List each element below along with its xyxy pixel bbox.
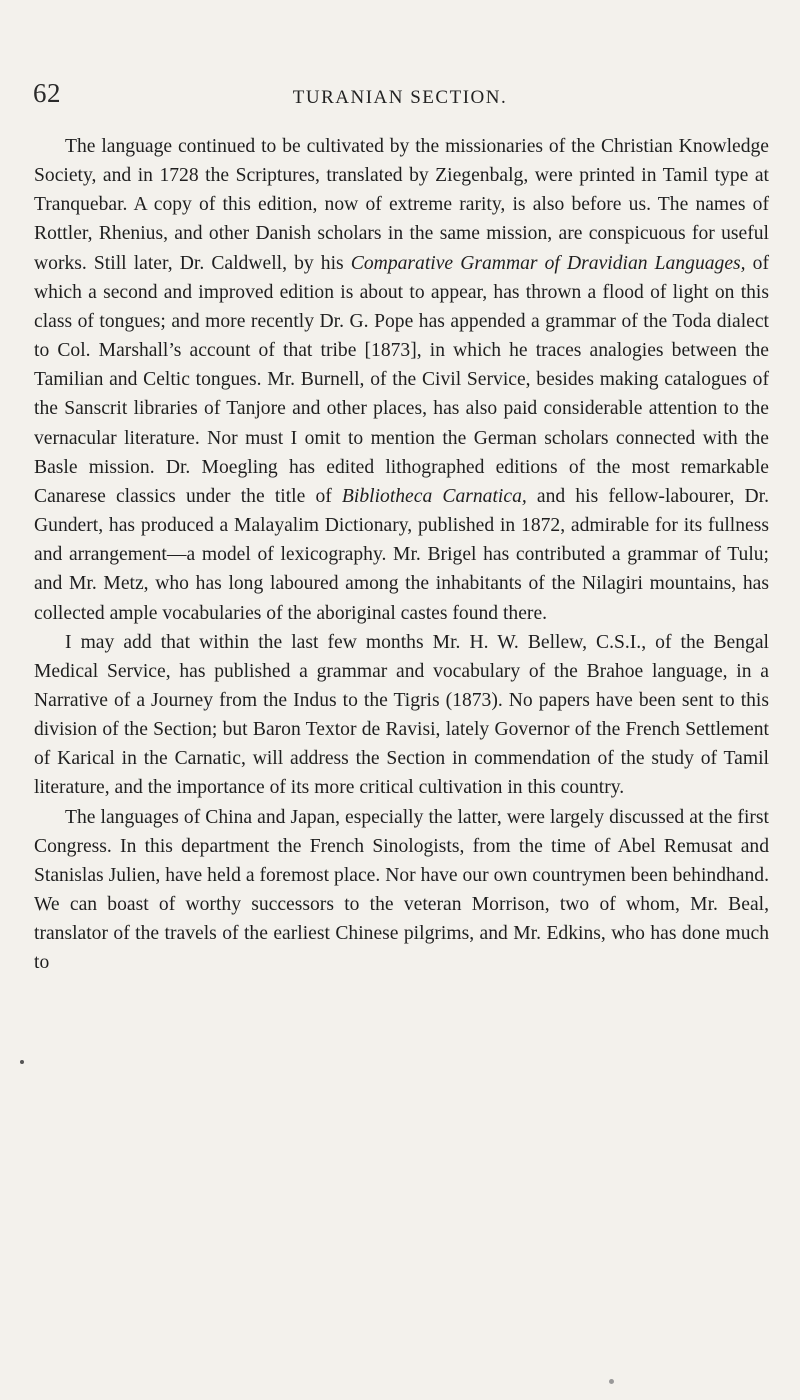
- book-title-bibliotheca-carnatica: Bibliotheca Carnatica,: [341, 485, 527, 507]
- page-number: 62: [33, 78, 61, 108]
- paper-speck: [609, 1379, 614, 1384]
- paragraph-3: The languages of China and Japan, especially the latter, were largely discussed at the first Congress. In this department the French Sinologists, from the time of Abel Remusat and Stanislas Julien, have held a foremost place. Nor have our own countrymen been behindhand. We can boast of worthy successors to the veteran Morrison, two of whom, Mr. Beal, translator of the travels of the earliest Chinese pilgrims, and Mr. Edkins, who has done much to: [34, 806, 769, 974]
- paragraph-1-part-3: and his fellow-labourer, Dr. Gundert, has produced a Malayalim Dictionary, published in 1872, admirable for its fullness and arrangement—a model of lexicography. Mr. Brigel has contributed a grammar of Tulu; and Mr. Metz, who has long laboured among the inhabitants of the Nilagiri mountains, has collected ample vocabularies of the aboriginal castes found there.: [34, 485, 769, 624]
- body-text: [34, 132, 769, 978]
- paragraph-2: I may add that within the last few months Mr. H. W. Bellew, C.S.I., of the Bengal Medical Service, has published a grammar and vocabulary of the Brahoe language, in a Narrative of a Journey from the Indus to the Tigris (1873). No papers have been sent to this division of the Section; but Baron Textor de Ravisi, lately Governor of the French Settlement of Karical in the Carnatic, will address the Section in commendation of the study of Tamil literature, and the importance of its more critical cultivation in this country.: [34, 631, 769, 799]
- book-title-comparative-grammar: Comparative Grammar of Dravidian Languages,: [350, 252, 746, 274]
- margin-mark: [20, 1060, 24, 1064]
- running-head: TURANIAN SECTION.: [292, 87, 508, 108]
- paragraph-1-part-2: of which a second and improved edition is about to appear, has thrown a flood of light on this class of tongues; and more recently Dr. G. Pope has appended a grammar of the Toda dialect to Col. Marshall’s account of that tribe [1873], in which he traces analogies between the Tamilian and Celtic tongues. Mr. Burnell, of the Civil Service, besides making catalogues of the Sanscrit libraries of Tanjore and other places, has also paid considerable attention to the vernacular literature. Nor must I omit to mention the German scholars connected with the Basle mission. Dr. Moegling has edited lithographed editions of the most remarkable Canarese classics under the title of: [34, 252, 770, 507]
- paragraph-1-part-1: The language continued to be cultivated by the missionaries of the Christian Knowledge Society, and in 1728 the Scriptures, translated by Ziegenbalg, were printed in Tamil type at Tranquebar. A copy of this edition, now of extreme rarity, is also before us. The names of Rottler, Rhenius, and other Danish scholars in the same mission, are conspicuous for useful works. Still later, Dr. Caldwell, by his: [34, 136, 769, 274]
- paragraph-1: [34, 132, 769, 628]
